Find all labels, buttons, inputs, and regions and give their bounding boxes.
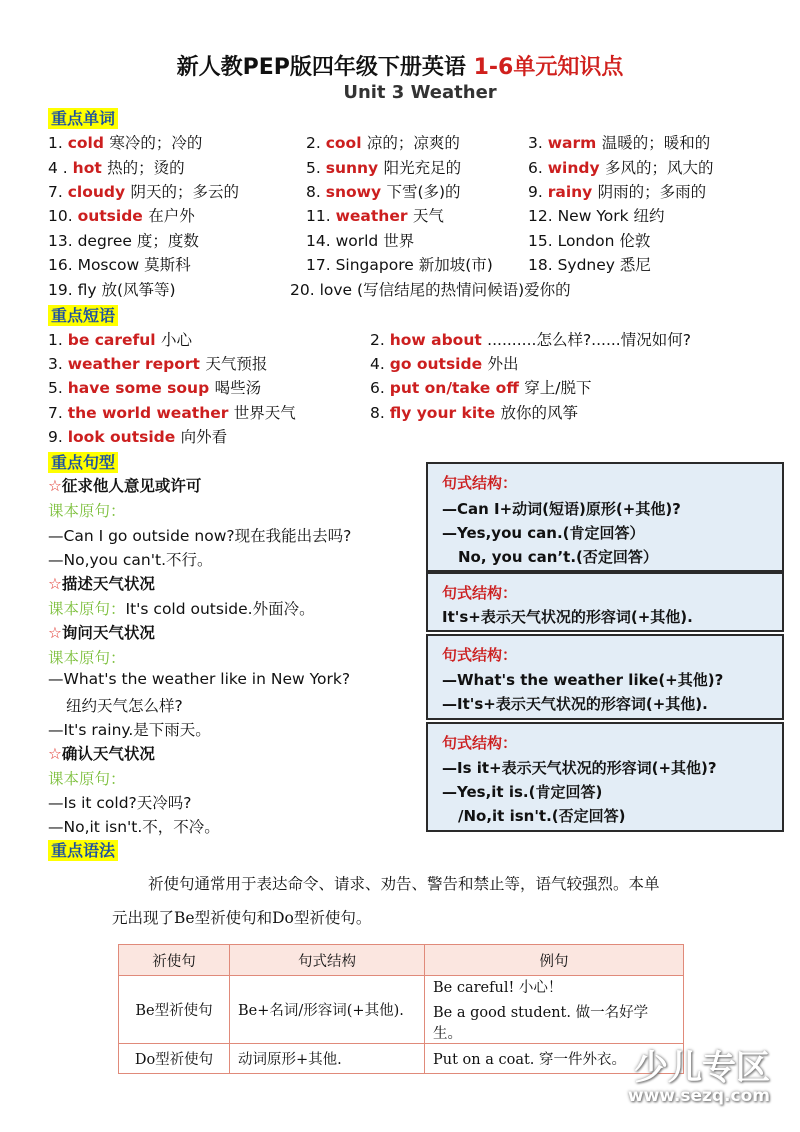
table-cell: Put on a coat. 穿一件外衣。 [425,1044,684,1074]
word-item: 16. Moscow 莫斯科 [48,256,191,274]
phrase-item: 5. have some soup 喝些汤 [48,379,262,397]
structure-box-4: 句式结构： —Is it+表示天气状况的形容词(+其他)? —Yes,it is.(肯定回答) /No,it isn't.(否定回答) [426,722,784,832]
star-icon: ☆ [48,477,62,495]
word-item: 1. cold 寒冷的；冷的 [48,134,203,152]
table-cell: Do型祈使句 [119,1044,230,1074]
sentence-line: 纽约天气怎么样? [66,697,183,715]
word-item: 12. New York 纽约 [528,207,665,225]
phrase-item: 4. go outside 外出 [370,355,519,373]
sentence-topic-4: ☆确认天气状况 [48,745,155,763]
watermark-brand: 少儿专区 [634,1048,770,1088]
sentence-topic-1: ☆征求他人意见或许可 [48,477,202,495]
sentence-line: —Can I go outside now?现在我能出去吗? [48,527,352,545]
word-item: 6. windy 多风的；风大的 [528,159,714,177]
structure-box-2: 句式结构： It's+表示天气状况的形容词(+其他). [426,572,784,632]
sentence-line: —Is it cold?天冷吗? [48,794,192,812]
textbook-label: 课本原句： [48,502,126,520]
phrase-item: 1. be careful 小心 [48,331,193,349]
word-item: 4 . hot 热的；烫的 [48,159,185,177]
word-item: 19. fly 放(风筝等) [48,281,176,299]
textbook-label: 课本原句： [48,649,126,667]
word-item: 7. cloudy 阴天的；多云的 [48,183,240,201]
phrase-item: 2. how about ..........怎么样?......情况如何? [370,331,691,349]
phrase-item: 8. fly your kite 放你的风筝 [370,404,578,422]
sentence-line: —No,it isn't.不，不冷。 [48,818,220,836]
table-header: 例句 [425,945,684,976]
word-item: 13. degree 度；度数 [48,232,199,250]
watermark-url: www.sezq.com [627,1086,770,1106]
table-row [119,976,684,1044]
sentence-topic-3: ☆询问天气状况 [48,624,155,642]
phrase-item: 3. weather report 天气预报 [48,355,268,373]
phrase-item: 7. the world weather 世界天气 [48,404,296,422]
table-header: 祈使句 [119,945,230,976]
section-sentences-label: 重点句型 [48,450,118,473]
grammar-table [118,944,684,1074]
section-phrases-label: 重点短语 [48,303,118,326]
word-item: 20. love (写信结尾的热情问候语)爱你的 [290,281,571,299]
word-item: 11. weather 天气 [306,207,444,225]
section-grammar-label: 重点语法 [48,838,118,861]
star-icon: ☆ [48,575,62,593]
sentence-topic-2: ☆描述天气状况 [48,575,155,593]
title-highlight: 1-6单元知识点 [473,55,624,80]
word-item: 2. cool 凉的；凉爽的 [306,134,460,152]
table-cell: Be+名词/形容词(+其他). [230,976,425,1044]
table-header: 句式结构 [230,945,425,976]
grammar-paragraph-line-1: 祈使句通常用于表达命令、请求、劝告、警告和禁止等，语气较强烈。本单 [148,875,660,893]
word-item: 9. rainy 阴雨的；多雨的 [528,183,707,201]
sentence-line: —What's the weather like in New York? [48,670,351,688]
structure-box-3: 句式结构： —What's the weather like(+其他)? —It's+表示天气状况的形容词(+其他). [426,634,784,720]
title-prefix: 新人教PEP版四年级下册英语 [176,55,466,80]
word-item: 3. warm 温暖的；暖和的 [528,134,711,152]
grammar-paragraph-line-2: 元出现了Be型祈使句和Do型祈使句。 [112,909,372,927]
word-item: 10. outside 在户外 [48,207,195,225]
textbook-label: 课本原句： [48,770,126,788]
star-icon: ☆ [48,624,62,642]
section-words-label: 重点单词 [48,106,118,129]
sentence-line: 课本原句：It's cold outside.外面冷。 [48,600,315,618]
star-icon: ☆ [48,745,62,763]
table-cell: Be型祈使句 [119,976,230,1044]
table-cell: 动词原形+其他. [230,1044,425,1074]
word-item: 8. snowy 下雪(多)的 [306,183,461,201]
table-row [119,1044,684,1074]
table-cell: Be careful! 小心！ Be a good student. 做一名好学生。 [425,976,684,1044]
word-item: 5. sunny 阳光充足的 [306,159,462,177]
word-item: 17. Singapore 新加坡(市) [306,256,493,274]
word-item: 15. London 伦敦 [528,232,651,250]
word-item: 18. Sydney 悉尼 [528,256,651,274]
page-title [0,50,800,81]
word-item: 14. world 世界 [306,232,415,250]
unit-title: Unit 3 Weather [343,82,497,103]
sentence-line: —No,you can't.不行。 [48,551,213,569]
sentence-line: —It's rainy.是下雨天。 [48,721,211,739]
structure-box-1: 句式结构： —Can I+动词(短语)原形(+其他)? —Yes,you can.(肯定回答） No, you can’t.(否定回答） [426,462,784,572]
phrase-item: 9. look outside 向外看 [48,428,228,446]
table-header-row [119,945,684,976]
phrase-item: 6. put on/take off 穿上/脱下 [370,379,592,397]
